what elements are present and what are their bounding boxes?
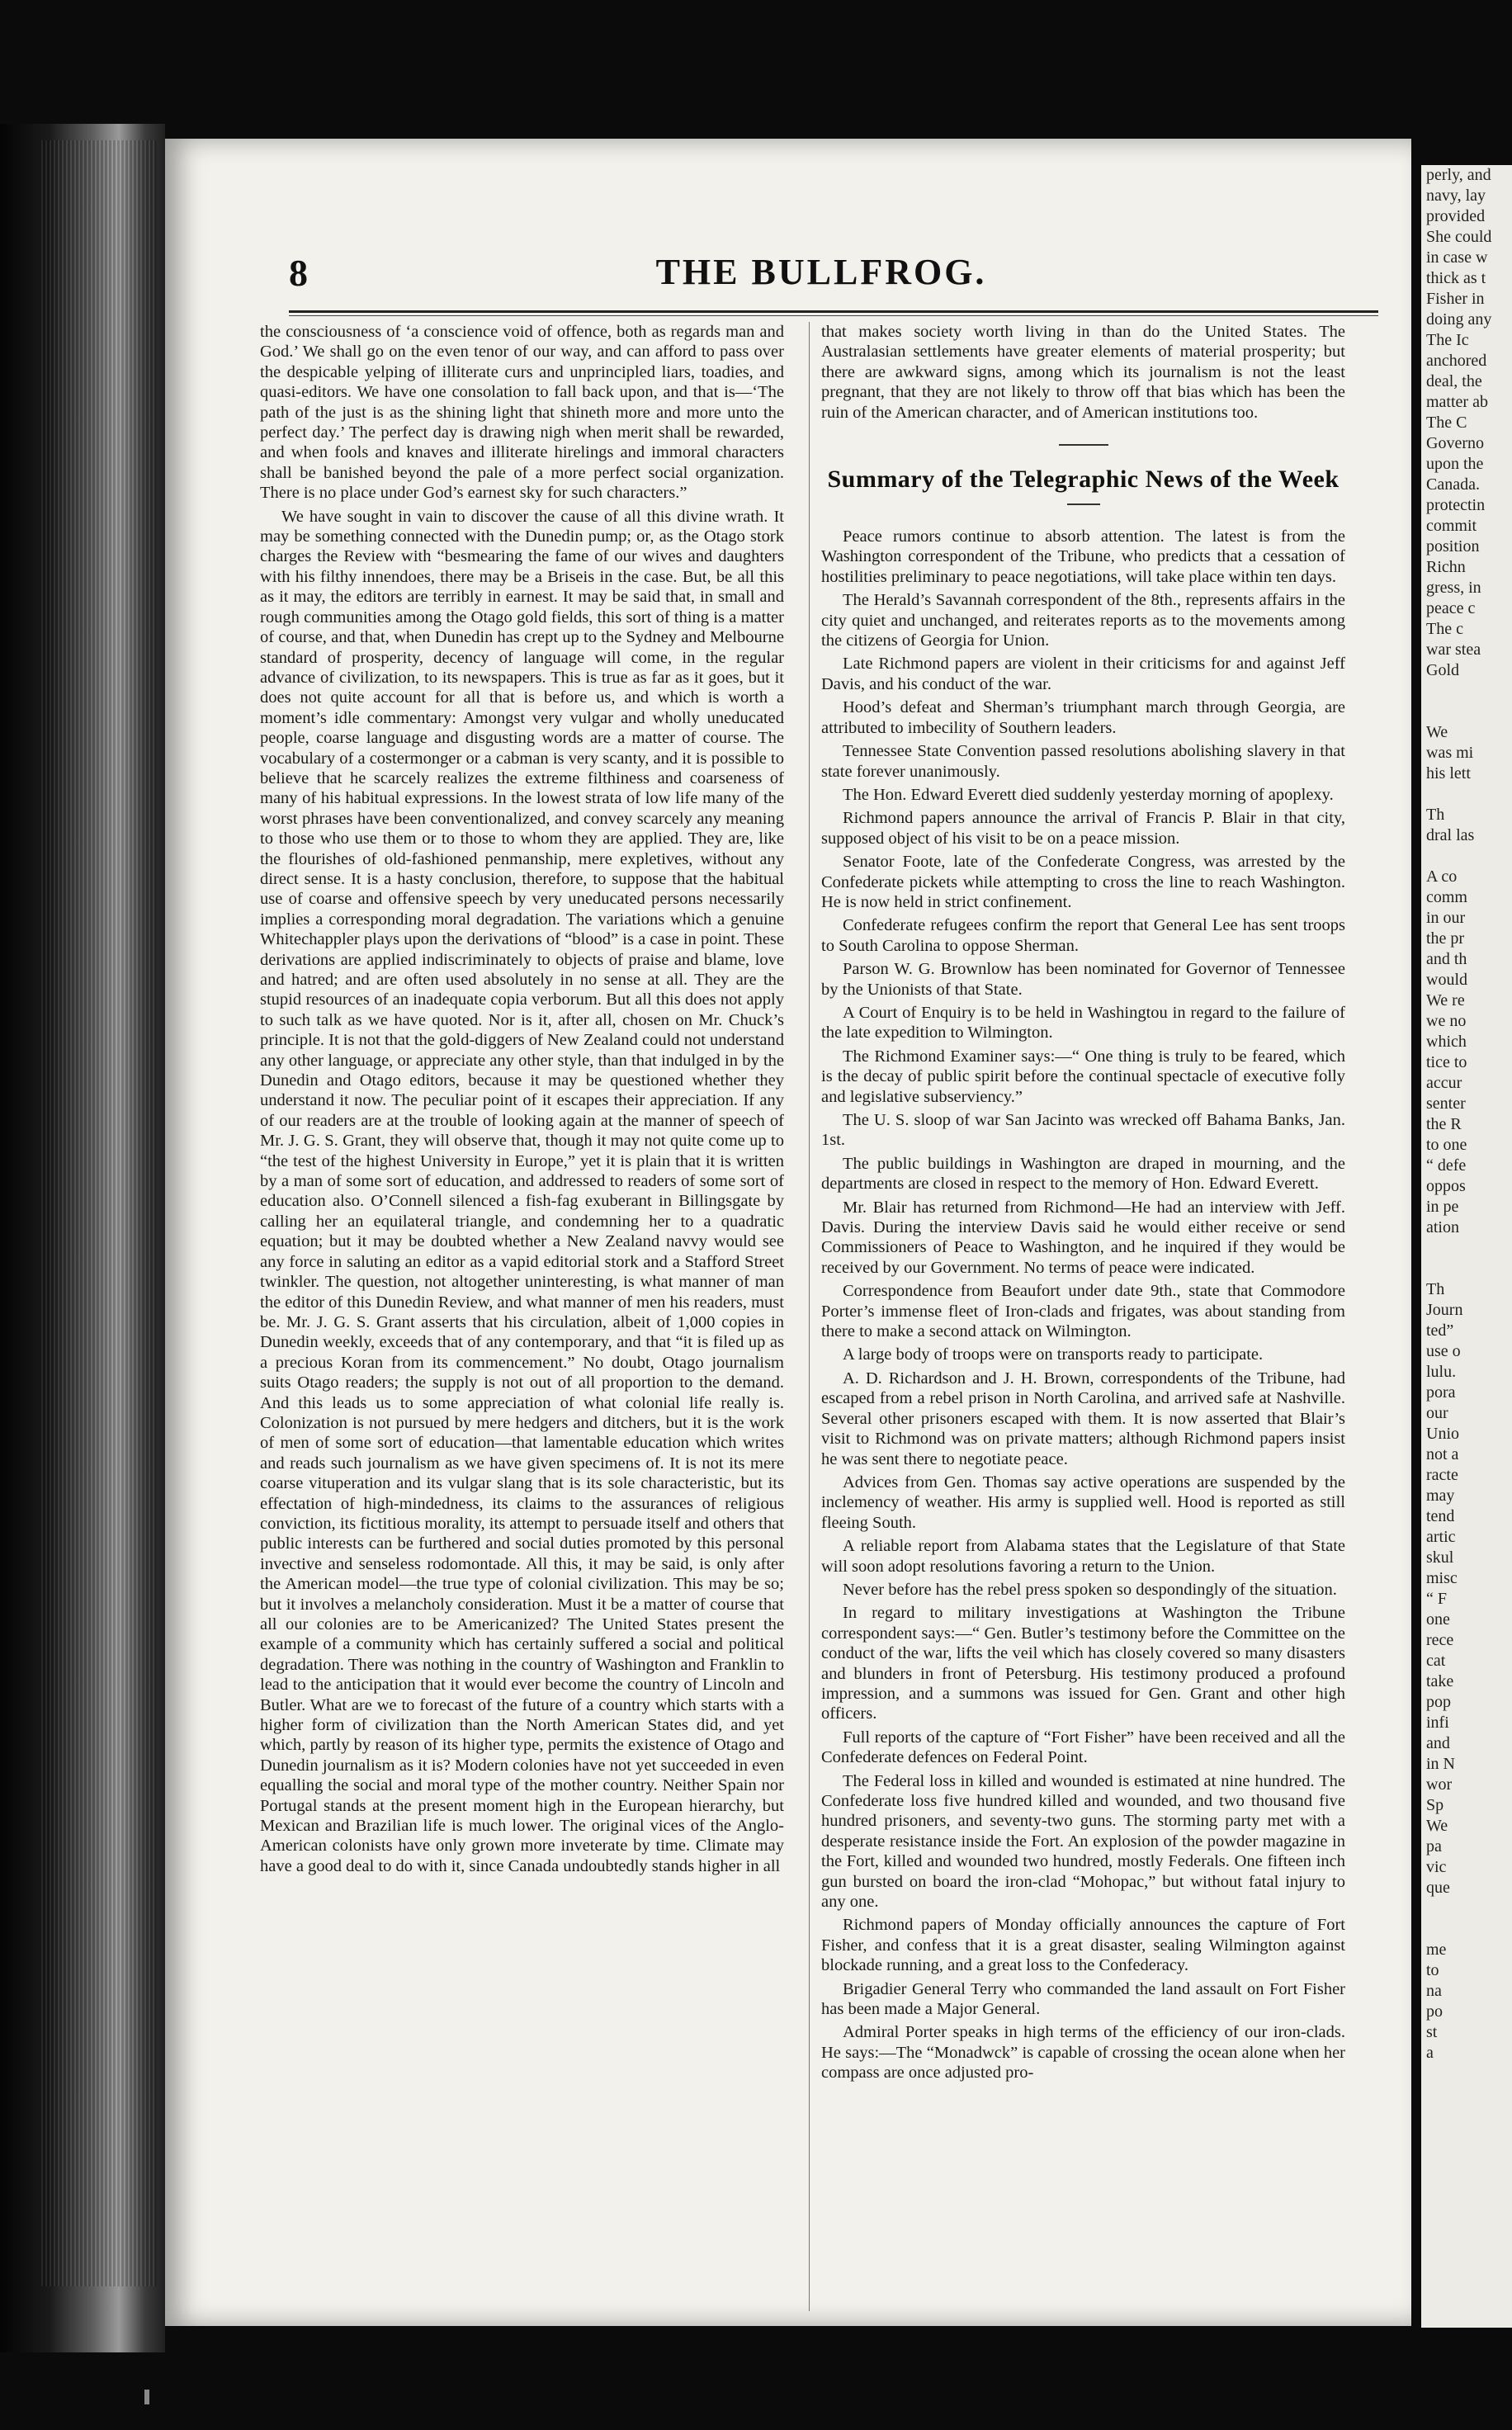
adjacent-page-line: que (1426, 1879, 1450, 1897)
adjacent-page-line: Unio (1426, 1425, 1459, 1443)
adjacent-page-line (1421, 681, 1512, 702)
adjacent-page-line: senter (1426, 1094, 1466, 1113)
adjacent-page-line: artic (1426, 1528, 1456, 1546)
section-separator-rule (1059, 444, 1108, 446)
news-item: Richmond papers of Monday officially announces the capture of Fort Fisher, and confess that it is a great disaster, sealing Wilmington against blockade running, and a great loss to the Confederacy. (821, 1916, 1345, 1975)
adjacent-page-line (1421, 846, 1512, 867)
adjacent-page-line: in pe (1426, 1198, 1459, 1216)
news-item: Full reports of the capture of “Fort Fisher” have been received and all the Confederate defences on Federal Point. (821, 1728, 1345, 1767)
adjacent-page-line: st (1426, 2023, 1438, 2041)
adjacent-page-line: We (1426, 1817, 1448, 1835)
adjacent-page-line: me (1426, 1941, 1447, 1959)
adjacent-page-line: thick as t (1426, 269, 1486, 287)
adjacent-page-line: would (1426, 971, 1467, 989)
adjacent-page-line: commit (1426, 517, 1477, 535)
left-column (260, 322, 784, 2311)
adjacent-page-line: navy, lay (1426, 187, 1486, 205)
adjacent-page-line: A co (1426, 868, 1458, 886)
adjacent-page-line: misc (1426, 1569, 1458, 1587)
adjacent-page-line: na (1426, 1982, 1442, 2000)
adjacent-page-line: “ defe (1426, 1156, 1467, 1175)
news-item: A. D. Richardson and J. H. Brown, correspondents of the Tribune, had escaped from a rebel prison in North Carolina, and arrived safe at Nashville. Several other prisoners escaped with them. It is now asserted that Blair’s visit to Richmond was on private matters; although Richmond papers insist he was sent there to negotiate peace. (821, 1369, 1345, 1468)
adjacent-page-line: Th (1426, 806, 1445, 824)
adjacent-page-line (1421, 1919, 1512, 1940)
masthead-title: THE BULLFROG. (655, 252, 987, 292)
adjacent-page-line: use o (1426, 1342, 1461, 1360)
adjacent-page-line: infi (1426, 1714, 1449, 1732)
adjacent-page-line (1421, 1238, 1512, 1259)
left-paragraph-2: We have sought in vain to discover the cause of all this divine wrath. It may be something connected with the Dunedin pump; or, as the Otago stork charges the Review with “besmearing the fame of our wives and daughters with his filthy innendoes, there may be a Briseis in the case. But, be all this as it may, the editors are terribly in earnest. It may be said that, in small and rough communities among the Otago gold fields, this sort of thing is a matter of course, and that, when Dunedin has crept up to the Sydney and Melbourne standard of prosperity, decency of language will come, in the regular advance of civilization, to its newspapers. This is true as far as it goes, but it does not quite account for all that is before us, and which is worth a moment’s idle commentary: Amongst very vulgar and wholly uneducated people, coarse language and disgusting words are a matter of course. The vocabulary of a costermonger or a cabman is very scanty, and it is possible to believe that he scarcely realizes the extreme filthiness and coarseness of many of his habitual expressions. In the lowest strata of low life many of the worst phrases have been conventionalized, and convey scarcely any meaning to those who use them or to those to whom they are applied. They are, like the flourishes of old-fashioned penmanship, mere expletives, without any direct sense. It is a hasty conclusion, therefore, to suppose that the habitual use of coarse and offensive speech by very uneducated persons necessarily implies a corresponding moral degradation. The variations which a genuine Whitechappler plays upon the derivations of “blood” is a case in point. These derivations are applied indiscriminately to objects of praise and blame, love and hatred; and are often used absolutely in no sense at all. They are the stupid resources of an inadequate copia verborum. But all this does not apply to such talk as we have quoted. Nor is it, after all, chosen on Mr. Chuck’s principle. It is not that the gold-diggers of New Zealand could not understand any other language, or appreciate any other style, than that indulged in by the Dunedin and Otago editors, because it may be questioned whether they understand it now. The peculiar point of it escapes their appreciation. If any of our readers are at the trouble of looking again at the manner of speech of Mr. J. G. S. Grant, they will observe that, though it may not quite come up to “the test of the highest University in Europe,” yet it is plain that it is written by a man of some sort of education, and addressed to readers of some sort of education also. O’Connell silenced a fish-fag exuberant in Billingsgate by calling her an equilateral triangle, and condemning her to a quadratic equation; but it may be doubted whether a New Zealand navvy would see any force in saluting an editor as a vapid editorial stork and a Stafford Street twinkler. The question, not altogether uninteresting, is what manner of man the editor of this Dunedin Review, and what manner of men his readers, must be. Mr. J. G. S. Grant asserts that his circulation, albeit of 1,000 copies in Dunedin weekly, exceeds that of any contemporary, and that “it is filed up as a precious Koran from its commencement.” No doubt, Otago journalism suits Otago readers; the supply is not out of all proportion to the demand. And this leads us to some appreciation of what colonial life really is. Colonization is not pursued by mere hedgers and ditchers, but it is the work of men of some sort of education—that lamentable education which writes and reads such journalism as we have given specimens of. It is not its mere coarse vituperation and its vulgar slang that is its sole characteristic, but its effectation of high-mindedness, its claims to the assurances of religious conviction, its fictitious morality, its attempt to persuade itself and others that public interests can be furthered and social duties promoted by this personal invective and senseless rodomontade. All this, it may be said, is only after the American model—the true type of colonial civilization. This may be so; but it involves a melancholy consideration. Must it be a matter of course that all our colonies are to be Americanized? The United States present the example of a community which has certainly suffered a social and political degradation. There was nothing in the country of Washington and Franklin to lead to the anticipation that it would ever become the country of Lincoln and Butler. What are we to forecast of the future of a country which starts with a higher form of civilization than the North American States did, and yet which, partly by reason of its higher type, permits the existence of Otago and Dunedin journalism as it is? Modern colonies have not yet succeeded in even equalling the social and moral type of the mother country. Neither Spain nor Portugal stands at the present moment high in the European hierarchy, but Mexican and Brazilian life is much lower. The original vices of the Anglo-American colonists have only grown more inveterate by time. Climate may have a good deal to do with it, since Canada undoubtedly stands higher in all (260, 507, 784, 1875)
adjacent-page-line: our (1426, 1404, 1448, 1422)
news-item: The Herald’s Savannah correspondent of the 8th., represents affairs in the city quiet and unchanged, and reiterates reports as to the movements among the citizens of Georgia for Union. (821, 591, 1345, 650)
adjacent-page-line: Canada. (1426, 475, 1480, 494)
news-item: In regard to military investigations at Washington the Tribune correspondent says:—“ Gen. Butler’s testimony before the Committee on the conduct of the war, lifts the veil which has closely covered so many disasters and blunders in front of Petersburg. His testimony produced a profound impression, and a summons was issued for Gen. Grant and other high officers. (821, 1604, 1345, 1723)
adjacent-page-line: the pr (1426, 929, 1465, 948)
section-title: Summary of the Telegraphic News of the Week (827, 466, 1340, 494)
news-item: The Hon. Edward Everett died suddenly yesterday morning of apoplexy. (843, 785, 1334, 804)
adjacent-page-line: gress, in (1426, 579, 1481, 597)
header-rule (289, 310, 1378, 316)
page-edges-texture (41, 140, 157, 2286)
adjacent-page-line: the R (1426, 1115, 1462, 1133)
news-item: A reliable report from Alabama states that the Legislature of that State will soon adopt resolutions favoring a return to the Union. (821, 1537, 1345, 1576)
adjacent-page-line: cat (1426, 1652, 1446, 1670)
page-header (289, 251, 1354, 309)
news-item: Late Richmond papers are violent in their criticisms for and against Jeff Davis, and his conduct of the war. (821, 655, 1345, 693)
adjacent-page-line: pa (1426, 1837, 1442, 1856)
news-item: Senator Foote, late of the Confederate Congress, was arrested by the Confederate pickets while attempting to cross the line to reach Washington. He is now held in strict confinement. (821, 853, 1345, 911)
adjacent-page-line: take (1426, 1672, 1454, 1690)
page-number: 8 (289, 252, 308, 294)
adjacent-page-line: She could (1426, 228, 1492, 246)
adjacent-page-line: The Ic (1426, 331, 1469, 349)
adjacent-page-line: may (1426, 1487, 1455, 1505)
news-item: Richmond papers announce the arrival of Francis P. Blair in that city, supposed object of his visit to be on a peace mission. (821, 809, 1345, 848)
news-item: Brigadier General Terry who commanded the land assault on Fort Fisher has been made a Major General. (821, 1979, 1345, 2019)
adjacent-page-line: wor (1426, 1775, 1453, 1794)
scan-mark (144, 2390, 149, 2404)
adjacent-page-line: and (1426, 1734, 1450, 1752)
adjacent-page-line (1421, 784, 1512, 805)
adjacent-page-line: accur (1426, 1074, 1462, 1092)
adjacent-page-line: tend (1426, 1507, 1455, 1525)
adjacent-page-line: one (1426, 1610, 1450, 1629)
adjacent-page-line: Sp (1426, 1796, 1444, 1814)
news-item: Tennessee State Convention passed resolutions abolishing slavery in that state forever unanimously. (821, 742, 1345, 781)
adjacent-page-line: deal, the (1426, 372, 1482, 390)
adjacent-page-line: to (1426, 1961, 1439, 1979)
adjacent-page-fragment (1421, 165, 1512, 2328)
adjacent-page-line: po (1426, 2002, 1443, 2021)
adjacent-page-line: dral las (1426, 826, 1475, 844)
adjacent-page-line: doing any (1426, 310, 1492, 329)
news-item: Parson W. G. Brownlow has been nominated for Governor of Tennessee by the Unionists of that State. (821, 960, 1345, 999)
adjacent-page-line: Governo (1426, 434, 1484, 452)
adjacent-page-line: We re (1426, 991, 1465, 1009)
news-item: The Federal loss in killed and wounded is estimated at nine hundred. The Confederate loss five hundred killed and wounded, and two thousand five hundred prisoners, and seventy-two guns. The storming party met with a desperate resistance inside the Fort. An explosion of the powder magazine in the Fort, killed and wounded two hundred, mostly Federals. One fifteen inch gun bursted on board the iron-clad “Mohopac,” but without fatal injury to any one. (821, 1771, 1345, 1912)
news-item: Mr. Blair has returned from Richmond—He had an interview with Jeff. Davis. During the interview Davis said he would either receive or send Commissioners of Peace to Washington, and he inquired if they would be received by our Government. No terms of peace were indicated. (821, 1198, 1345, 1277)
adjacent-page-line: ted” (1426, 1321, 1454, 1340)
adjacent-page-line (1421, 1259, 1512, 1279)
adjacent-page-line (1421, 702, 1512, 722)
adjacent-page-line: vic (1426, 1858, 1447, 1876)
news-item: Confederate refugees confirm the report that General Lee has sent troops to South Carolina to oppose Sherman. (821, 916, 1345, 955)
left-paragraph-1: the consciousness of ‘a conscience void of offence, both as regards man and God.’ We shall go on the even tenor of our way, and can afford to pass over the despicable yelping of illiterate curs and unprincipled liars, toadies, and quasi-editors. We have one consolation to fall back upon, and that is—‘The path of the just is as the shining light that shineth more and more unto the perfect day.’ The perfect day is drawing nigh when merit shall be rewarded, and when fools and knaves and illiterate hirelings and immoral characters shall be banished beyond the pale of a more perfect social organization. There is no place under God’s earnest sky for such characters.” (260, 323, 784, 503)
news-item: Peace rumors continue to absorb attention. The latest is from the Washington correspondent of the Tribune, who predicts that a cessation of hostilities preliminary to peace negotiations, will take place within ten days. (821, 527, 1345, 586)
adjacent-page-line: pora (1426, 1383, 1456, 1402)
title-underline-rule (1067, 503, 1100, 505)
adjacent-page-line: perly, and (1426, 166, 1491, 184)
adjacent-page-line: position (1426, 537, 1480, 555)
adjacent-page-line: comm (1426, 888, 1467, 906)
news-item: A large body of troops were on transports ready to participate. (843, 1345, 1264, 1364)
news-item: Hood’s defeat and Sherman’s triumphant march through Georgia, are attributed to imbecility of Southern leaders. (821, 698, 1345, 737)
adjacent-page-line: was mi (1426, 744, 1474, 762)
right-column (821, 322, 1345, 2311)
adjacent-page-line (1421, 1898, 1512, 1919)
adjacent-page-line: a (1426, 2044, 1434, 2062)
adjacent-page-line: The C (1426, 414, 1467, 432)
news-item: The public buildings in Washington are draped in mourning, and the departments are closed in respect to the memory of Hon. Edward Everett. (821, 1154, 1345, 1194)
adjacent-page-line: tice to (1426, 1053, 1467, 1071)
adjacent-page-line: to one (1426, 1136, 1467, 1154)
adjacent-page-line: rece (1426, 1631, 1454, 1649)
adjacent-page-line: in N (1426, 1755, 1455, 1773)
adjacent-page-line: not a (1426, 1445, 1459, 1463)
adjacent-page-line: The c (1426, 620, 1463, 638)
news-items-list (821, 527, 1345, 2083)
adjacent-page-line: ation (1426, 1218, 1459, 1236)
adjacent-page-line: in our (1426, 909, 1466, 927)
news-item: Advices from Gen. Thomas say active operations are suspended by the inclemency of weather. His army is supplied well. Hood is reported as still fleeing South. (821, 1473, 1345, 1532)
adjacent-page-line: peace c (1426, 599, 1476, 617)
newspaper-page (165, 139, 1411, 2326)
news-item: Admiral Porter speaks in high terms of the efficiency of our iron-clads. He says:—The “Monadwck” is capable of crossing the ocean alone when her compass are once adjusted pro- (821, 2023, 1345, 2083)
column-divider (809, 322, 810, 2311)
adjacent-page-line: Gold (1426, 661, 1459, 679)
news-item: Never before has the rebel press spoken so despondingly of the situation. (843, 1580, 1337, 1599)
adjacent-page-line: Journ (1426, 1301, 1463, 1319)
adjacent-page-line: Th (1426, 1280, 1445, 1298)
adjacent-page-line: Richn (1426, 558, 1466, 576)
adjacent-page-line: anchored (1426, 352, 1487, 370)
news-item: The U. S. sloop of war San Jacinto was wrecked off Bahama Banks, Jan. 1st. (821, 1111, 1345, 1150)
adjacent-page-line: pop (1426, 1693, 1451, 1711)
news-item: The Richmond Examiner says:—“ One thing is truly to be feared, which is the decay of public spirit before the continual spectacle of executive folly and legislative subserviency.” (821, 1047, 1345, 1106)
adjacent-page-line: skul (1426, 1548, 1454, 1567)
adjacent-page-line: matter ab (1426, 393, 1488, 411)
adjacent-page-line: protectin (1426, 496, 1486, 514)
adjacent-page-text (1421, 165, 1512, 2064)
news-item: A Court of Enquiry is to be held in Washingtou in regard to the failure of the late expedition to Wilmington. (821, 1003, 1345, 1042)
adjacent-page-line: and th (1426, 950, 1467, 968)
adjacent-page-line: war stea (1426, 641, 1481, 659)
adjacent-page-line: lulu. (1426, 1363, 1457, 1381)
adjacent-page-line: upon the (1426, 455, 1484, 473)
adjacent-page-line: which (1426, 1033, 1467, 1051)
right-opening-paragraph: that makes society worth living in than do the United States. The Australasian settlements have greater elements of material prosperity; but there are awkward signs, among which its journalism is not the least pregnant, that they are not likely to throw off that bias which has been the ruin of the American character, and of American institutions too. (821, 323, 1345, 422)
adjacent-page-line: oppos (1426, 1177, 1466, 1195)
adjacent-page-line: “ F (1426, 1590, 1447, 1608)
adjacent-page-line: racte (1426, 1466, 1458, 1484)
news-item: Correspondence from Beaufort under date 9th., state that Commodore Porter’s immense fleet of Iron-clads and frigates, was about standing from there to make a second attack on Wilmington. (821, 1282, 1345, 1341)
adjacent-page-line: in case w (1426, 248, 1488, 267)
adjacent-page-line: Fisher in (1426, 290, 1485, 308)
adjacent-page-line: We (1426, 723, 1448, 741)
adjacent-page-line: his lett (1426, 764, 1471, 782)
adjacent-page-line: we no (1426, 1012, 1467, 1030)
adjacent-page-line: provided (1426, 207, 1486, 225)
